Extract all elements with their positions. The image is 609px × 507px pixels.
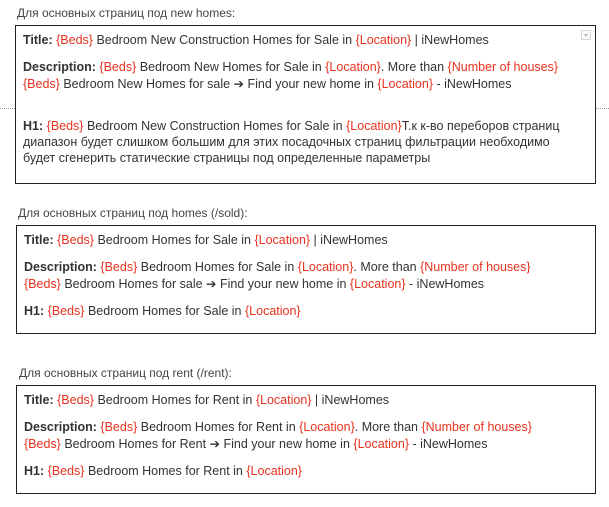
placeholder-location: {Location} xyxy=(349,277,406,291)
placeholder-beds: {Beds} xyxy=(24,277,61,291)
description-label: Description: xyxy=(24,260,97,274)
h1-line xyxy=(24,463,589,479)
title-line xyxy=(23,32,589,48)
text-fragment: Bedroom Homes for Sale in xyxy=(137,260,298,274)
h1-line xyxy=(24,303,589,319)
h1-label: H1: xyxy=(23,119,44,133)
description-line-1 xyxy=(24,259,589,275)
h1-line-2: диапазон будет слишком большим для этих посадочных страниц фильтрации необходимо xyxy=(23,135,550,149)
sold-meta-box xyxy=(16,225,596,334)
placeholder-number-of-houses: {Number of houses} xyxy=(447,60,559,74)
h1-label: H1: xyxy=(24,304,45,318)
description-label: Description: xyxy=(23,60,96,74)
section-heading-new-homes: Для основных страниц под new homes: xyxy=(17,6,236,20)
placeholder-location: {Location} xyxy=(255,393,312,407)
text-fragment: - iNewHomes xyxy=(409,437,488,451)
title-label: Title: xyxy=(24,393,54,407)
text-fragment: Bedroom Homes for Rent in xyxy=(137,420,300,434)
text-fragment: Bedroom Homes for Sale in xyxy=(93,233,255,247)
text-fragment: . More than xyxy=(354,420,422,434)
text-fragment: - iNewHomes xyxy=(433,77,512,91)
placeholder-location: {Location} xyxy=(297,260,354,274)
text-fragment: Bedroom Homes for Sale in xyxy=(84,304,245,318)
placeholder-location: {Location} xyxy=(325,60,381,74)
description-line-2 xyxy=(23,76,589,92)
title-label: Title: xyxy=(24,233,54,247)
text-fragment: Bedroom New Homes for sale ➔ Find your new home in xyxy=(59,77,378,91)
description-label: Description: xyxy=(24,420,97,434)
h1-line-3: будет сгенерить статические страницы под определенные параметры xyxy=(23,151,431,165)
text-fragment: Bedroom Homes for sale ➔ Find your new home in xyxy=(60,277,350,291)
text-fragment: Bedroom New Construction Homes for Sale in xyxy=(92,33,356,47)
text-fragment: . More than xyxy=(380,60,448,74)
text-fragment: Bedroom Homes for Rent in xyxy=(84,464,247,478)
description-line-1 xyxy=(23,59,589,75)
title-text xyxy=(56,33,489,47)
title-label: Title: xyxy=(23,33,53,47)
text-fragment: Bedroom New Construction Homes for Sale in xyxy=(83,119,347,133)
placeholder-location: {Location} xyxy=(254,233,311,247)
text-fragment: Bedroom Homes for Rent ➔ Find your new home in xyxy=(60,437,354,451)
placeholder-location: {Location} xyxy=(299,420,355,434)
placeholder-beds: {Beds} xyxy=(100,420,138,434)
placeholder-beds: {Beds} xyxy=(56,33,93,47)
placeholder-beds: {Beds} xyxy=(47,304,85,318)
text-fragment: Bedroom New Homes for Sale in xyxy=(136,60,326,74)
placeholder-beds: {Beds} xyxy=(100,260,138,274)
title-line xyxy=(24,392,589,408)
placeholder-number-of-houses: {Number of houses} xyxy=(421,420,532,434)
section-heading-sold: Для основных страниц под homes (/sold): xyxy=(18,206,248,220)
placeholder-location: {Location} xyxy=(346,119,402,133)
placeholder-beds: {Beds} xyxy=(57,393,94,407)
placeholder-beds: {Beds} xyxy=(47,464,85,478)
new-homes-h1-box xyxy=(15,108,596,184)
placeholder-location: {Location} xyxy=(244,304,301,318)
description-line-2 xyxy=(24,436,589,452)
placeholder-location: {Location} xyxy=(377,77,434,91)
placeholder-beds: {Beds} xyxy=(57,233,94,247)
placeholder-beds: {Beds} xyxy=(23,77,60,91)
placeholder-beds: {Beds} xyxy=(24,437,61,451)
new-homes-meta-box xyxy=(15,25,596,109)
placeholder-location: {Location} xyxy=(355,33,412,47)
section-heading-rent: Для основных страниц под rent (/rent): xyxy=(19,366,232,380)
placeholder-beds: {Beds} xyxy=(46,119,84,133)
text-fragment: Bedroom Homes for Rent in xyxy=(93,393,256,407)
text-fragment: Т.к к-во переборов страниц xyxy=(401,119,560,133)
h1-line-1 xyxy=(23,118,589,134)
placeholder-number-of-houses: {Number of houses} xyxy=(420,260,531,274)
rent-meta-box xyxy=(16,385,596,494)
title-line xyxy=(24,232,589,248)
text-fragment: - iNewHomes xyxy=(405,277,485,291)
description-line-2 xyxy=(24,276,589,292)
text-fragment: | iNewHomes xyxy=(310,233,388,247)
text-fragment: | iNewHomes xyxy=(311,393,390,407)
placeholder-location: {Location} xyxy=(353,437,409,451)
text-fragment: | iNewHomes xyxy=(411,33,489,47)
description-line-1 xyxy=(24,419,589,435)
placeholder-beds: {Beds} xyxy=(99,60,137,74)
placeholder-location: {Location} xyxy=(246,464,302,478)
text-fragment: . More than xyxy=(353,260,421,274)
h1-label: H1: xyxy=(24,464,45,478)
